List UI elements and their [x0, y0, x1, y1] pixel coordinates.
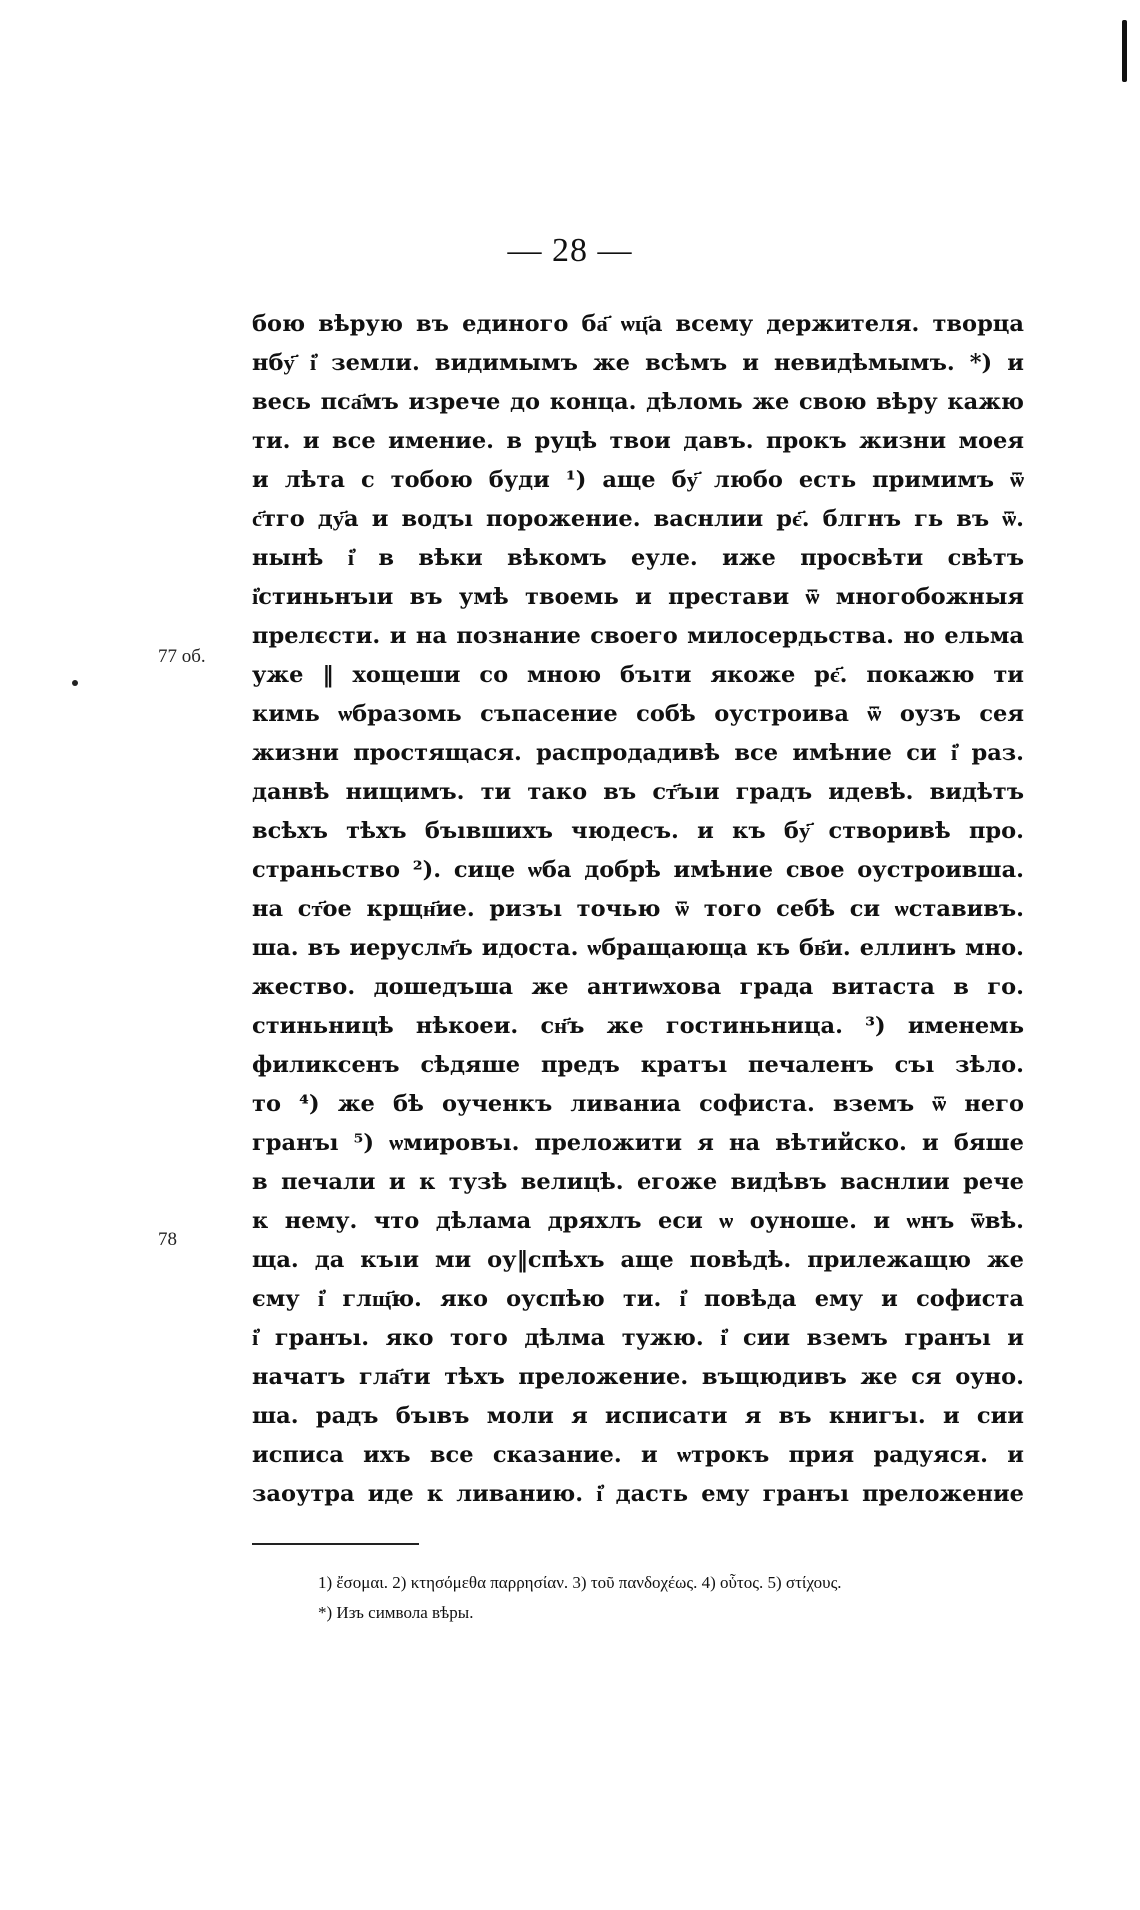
text-line: нынѣ і҆ в вѣки вѣкомъ еуле. иже просвѣти свѣтъ — [252, 545, 1024, 571]
margin-dot — [72, 680, 78, 686]
text-line: єму і҆ глщ҃ю. яко оуспѣю ти. і҆ повѣда ему и софиста — [252, 1286, 1024, 1312]
text-line: филиксенъ сѣдяше предъ кратъı печаленъ съı зѣло. — [252, 1052, 1024, 1078]
footnote-divider — [252, 1543, 419, 1545]
text-line: жизни простящася. распродадивѣ все имѣние си і҆ раз. — [252, 740, 1024, 766]
text-line: гранъı ⁵) ѡмировъı. преложити я на вѣтийско. и бяше — [252, 1130, 1024, 1156]
text-line: уже ‖ хощеши со мною бъıти якоже рє҃. покажю ти — [252, 662, 1024, 688]
text-line: заоутра иде к ливанию. і҆ дасть ему гранъı преложение — [252, 1481, 1024, 1507]
text-line: данвѣ нищимъ. ти тако въ ст҃ъıи градъ идевѣ. видѣтъ — [252, 779, 1024, 805]
text-line: и лѣта с тобою буди ¹) аще бу҃ любо есть примимъ ѿ — [252, 467, 1024, 493]
text-line: весь пса҃мъ изрече до конца. дѣломь же свою вѣру кажю — [252, 389, 1024, 415]
text-line: исписа ихъ все сказание. и ѡтрокъ прия радуяся. и — [252, 1442, 1024, 1468]
margin-note-folio-78: 78 — [158, 1229, 177, 1250]
text-line: с҃тго ду҃а и водъı порожение. васнлии рє҃. блгнъ гь въ ѿ. — [252, 506, 1024, 532]
text-line: в печали и к тузѣ велицѣ. егоже видѣвъ васнлии рече — [252, 1169, 1024, 1195]
text-line: к нему. что дѣлама дряхлъ еси ѡ оуноше. и ѡнъ ѿвѣ. — [252, 1208, 1024, 1234]
text-line: то ⁴) же бѣ оученкъ ливаниа софиста. вземъ ѿ него — [252, 1091, 1024, 1117]
text-line: ша. радъ бъıвъ моли я исписати я въ книгъı. и сии — [252, 1403, 1024, 1429]
text-line: страньство ²). сице ѡба добрѣ имѣние свое оустроивша. — [252, 857, 1024, 883]
text-line: ша. въ иеруслм҃ъ идоста. ѡбращающа къ бв҃и. еллинъ мно. — [252, 935, 1024, 961]
footnote-creed-source: *) Изъ символа вѣры. — [318, 1603, 474, 1622]
text-line: ти. и все имение. в руцѣ твои давъ. прокъ жизни моея — [252, 428, 1024, 454]
text-line: начатъ гла҃ти тѣхъ преложение. въщюдивъ же ся оуно. — [252, 1364, 1024, 1390]
margin-note-folio-77: 77 об. — [158, 646, 206, 667]
text-line: ща. да къıи ми оу‖спѣхъ аще повѣдѣ. прилежащю же — [252, 1247, 1024, 1273]
footnotes — [318, 1568, 1028, 1628]
footnote-greek-glosses: 1) ἔσομαι. 2) κτησόμεθα παρρησίαν. 3) τοῦ πανδοχέως. 4) οὗτος. 5) στίχους. — [318, 1573, 842, 1592]
text-line: нбу҃ і҆ земли. видимымъ же всѣмъ и невидѣмымъ. *) и — [252, 350, 1024, 376]
text-line: і҆ гранъı. яко того дѣлма тужю. і҆ сии вземъ гранъı и — [252, 1325, 1024, 1351]
page-number: — 28 — — [507, 232, 633, 269]
text-line: і҆стиньнъıи въ умѣ твоемь и престави ѿ многобожныя — [252, 584, 1024, 610]
text-line: бою вѣрую въ единого ба҃ ѡц҃а всему держителя. творца — [252, 311, 1024, 337]
text-line: на ст҃ое крщн҃ие. ризъı точью ѿ того себѣ си ѡставивъ. — [252, 896, 1024, 922]
text-line: стиньницѣ нѣкоеи. сн҃ъ же гостиньница. ³) именемь — [252, 1013, 1024, 1039]
page-edge-mark — [1122, 20, 1127, 82]
text-line: прелєсти. и на познание своего милосердьства. но ельма — [252, 623, 1024, 649]
text-line: жество. дошедъша же антиѡхова града витаста в го. — [252, 974, 1024, 1000]
text-line: кимь ѡбразомь съпасение собѣ оустроива ѿ оузъ сея — [252, 701, 1024, 727]
body-text — [252, 305, 1024, 1514]
text-line: всѣхъ тѣхъ бъıвшихъ чюдесъ. и къ бу҃ створивѣ про. — [252, 818, 1024, 844]
